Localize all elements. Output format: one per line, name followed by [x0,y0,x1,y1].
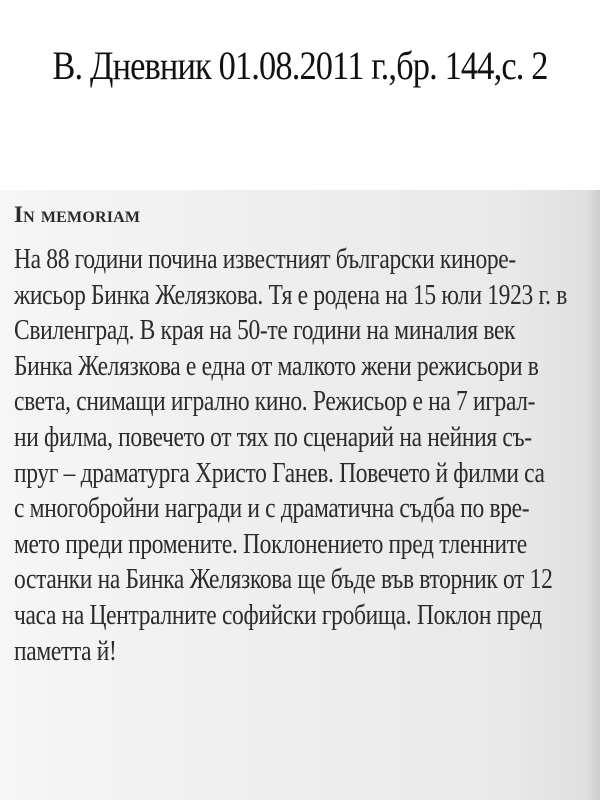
article-line: с многобройни награди и с драматична съдба по вре- [14,492,530,525]
article-line: На 88 години почина известният български киноре- [14,243,516,275]
article-line: мето преди промените. Поклонението пред тленните [14,527,527,560]
source-citation: В. Дневник 01.08.2011 г.,бр. 144,с. 2 [52,43,548,88]
article-line: паметта й! [14,634,117,667]
article-line: жисьор Бинка Желязкова. Тя е родена на 15 юли 1923 г. в [14,278,568,311]
article-line: Свиленград. В края на 50-те години на миналия век [14,314,516,347]
article-line: света, снимащи игрално кино. Режисьор е на 7 играл- [14,385,536,418]
article-body [14,242,581,669]
article-line: пруг – драматурга Христо Ганев. Повечето й филми са [14,456,545,489]
article-line: ни филма, повечето от тях по сценарий на нейния съ- [14,420,532,453]
newspaper-clipping [0,190,600,800]
article-line: останки на Бинка Желязкова ще бъде във вторник от 12 [14,563,553,596]
rubric-heading: In memoriam [14,202,141,227]
clipping-shadow-edge [586,190,600,800]
article-line: Бинка Желязкова е една от малкото жени режисьори в [14,349,539,382]
article-line: часа на Централните софийски гробища. Поклон пред [14,598,542,631]
